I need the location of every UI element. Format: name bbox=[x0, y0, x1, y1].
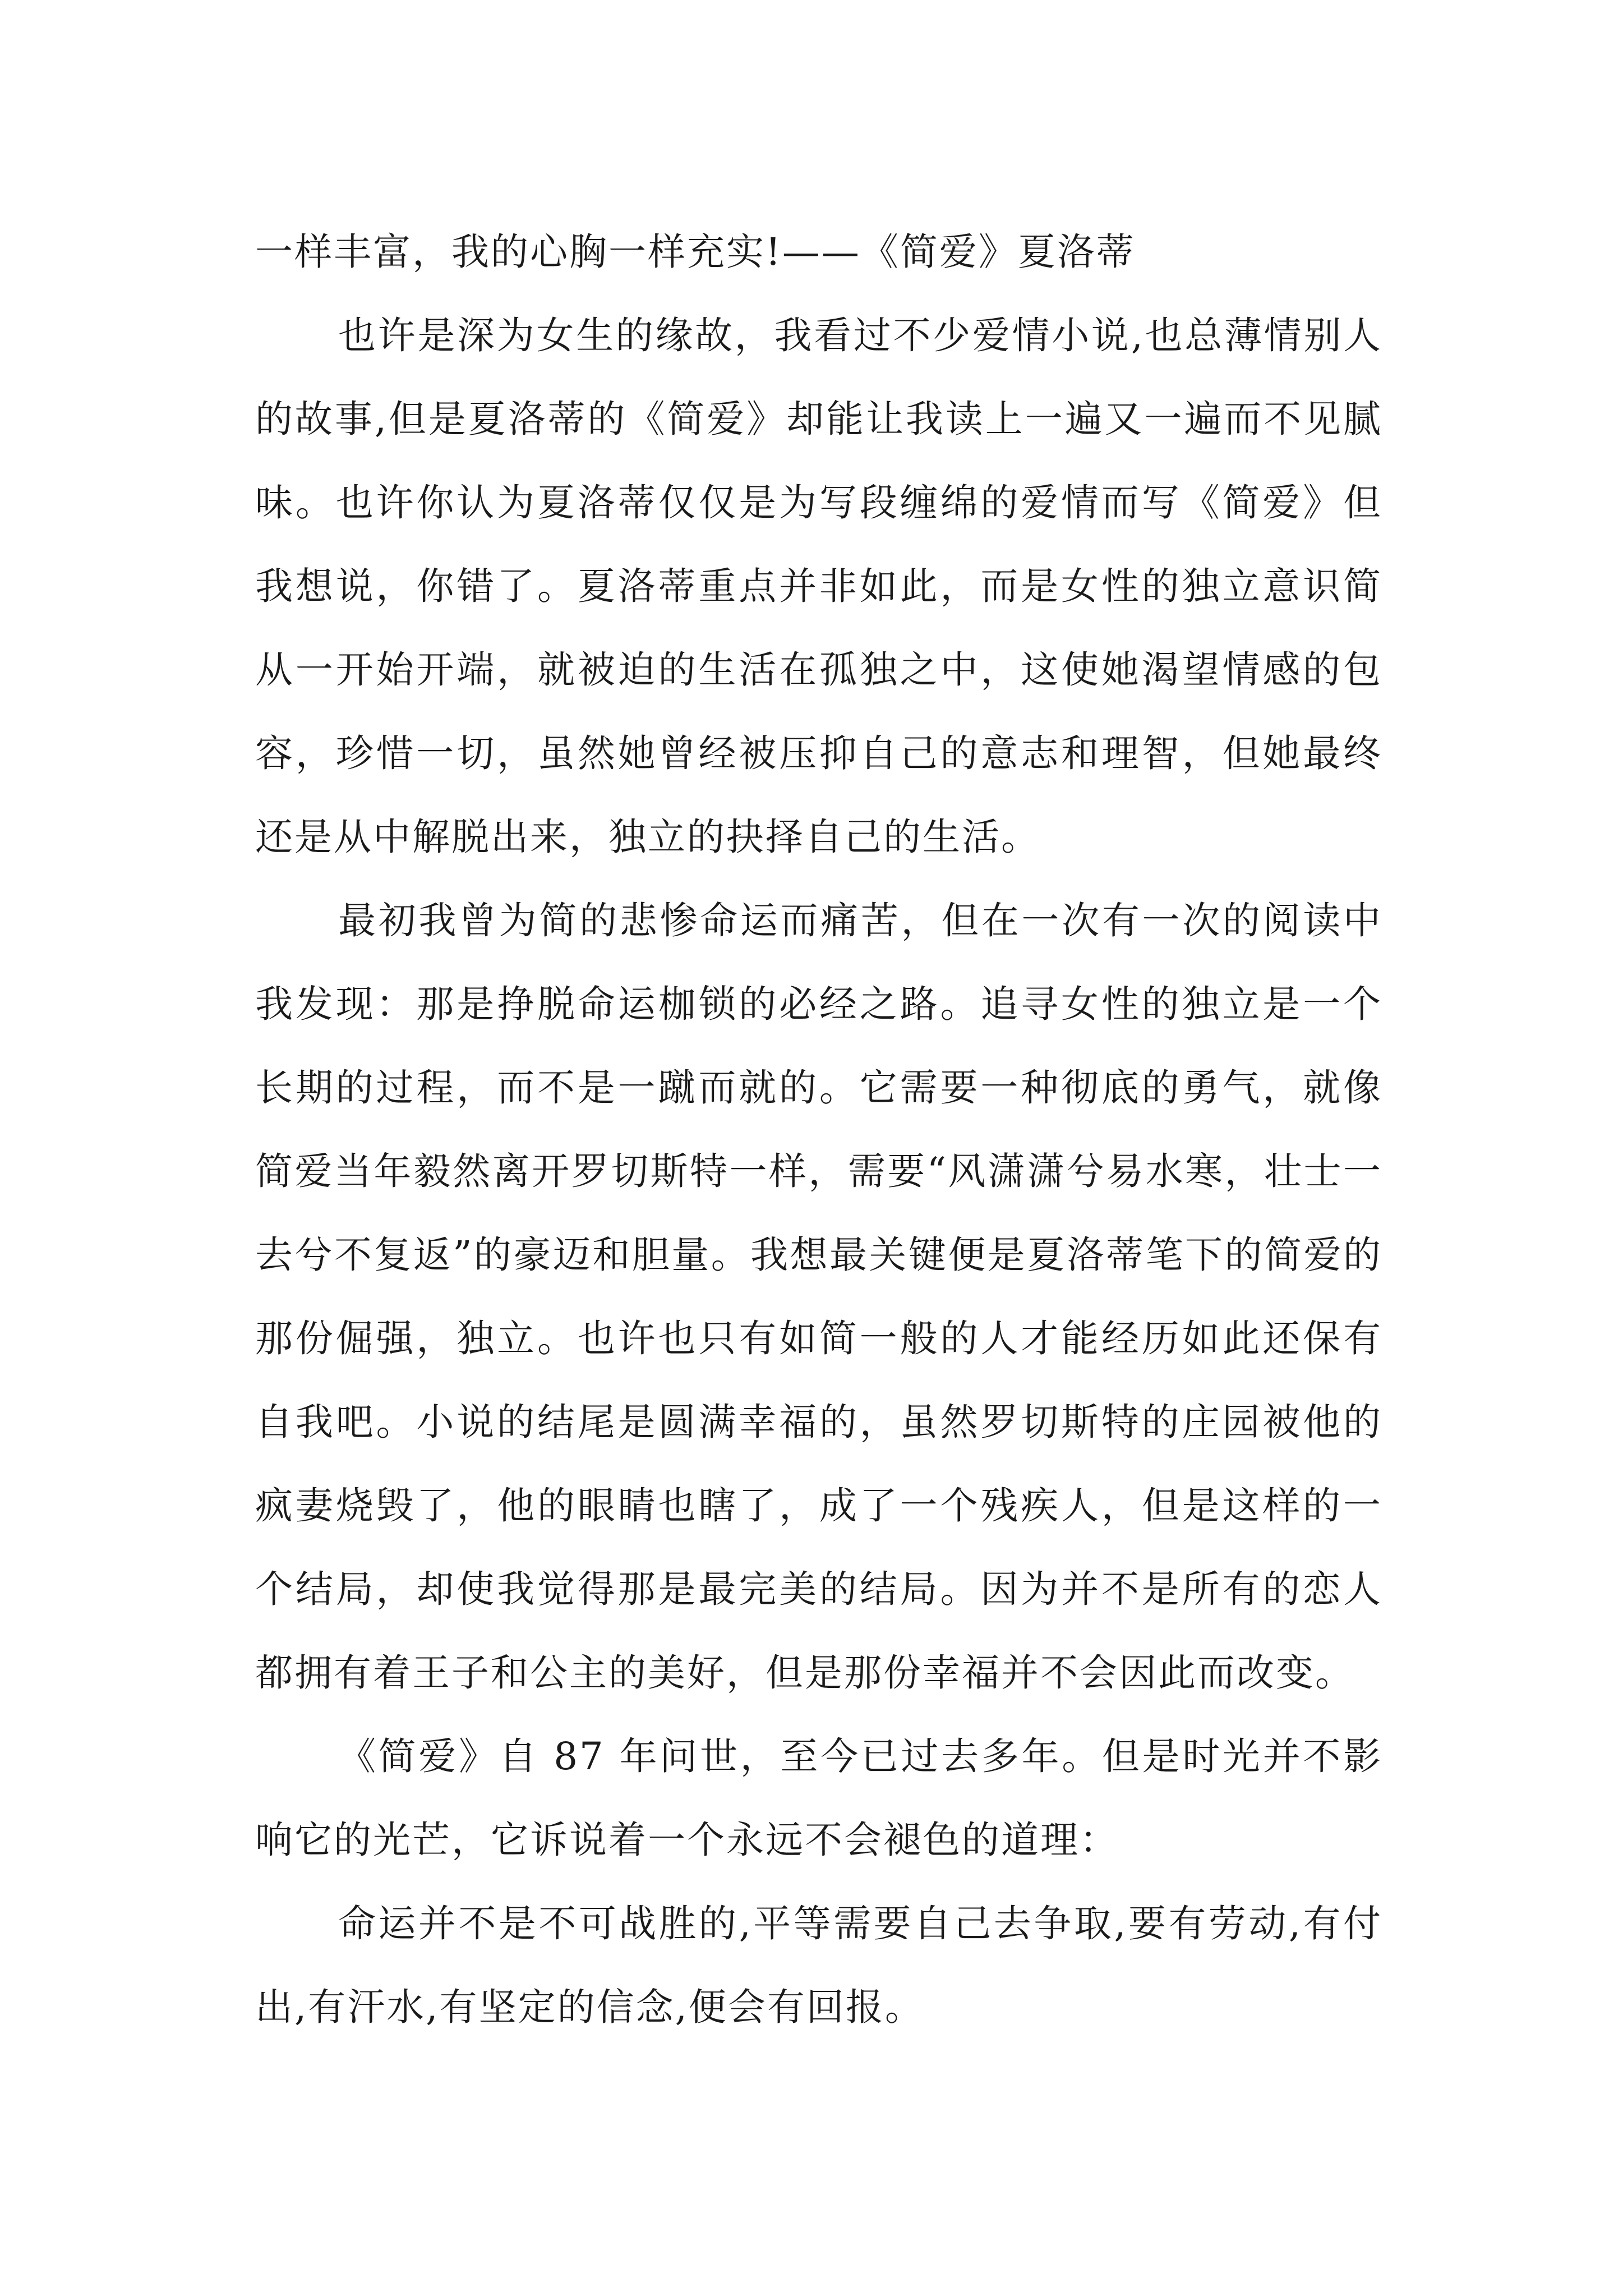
paragraph-continuation: 一样丰富，我的心胸一样充实!——《简爱》夏洛蒂 bbox=[255, 230, 1136, 274]
document-body bbox=[255, 210, 1382, 2049]
paragraph-2: 最初我曾为简的悲惨命运而痛苦，但在一次有一次的阅读中我发现：那是挣脱命运枷锁的必经之路。追寻女性的独立是一个长期的过程，而不是一蹴而就的。它需要一种彻底的勇气，就像简爱当年毅然离开罗切斯特一样，需要“风潇潇兮易水寒，壮士一去兮不复返”的豪迈和胆量。我想最关键便是夏洛蒂笔下的简爱的那份倔强，独立。也许也只有如简一般的人才能经历如此还保有自我吧。小说的结尾是圆满幸福的，虽然罗切斯特的庄园被他的疯妻烧毁了，他的眼睛也瞎了，成了一个残疾人，但是这样的一个结局，却使我觉得那是最完美的结局。因为并不是所有的恋人都拥有着王子和公主的美好，但是那份幸福并不会因此而改变。 bbox=[255, 899, 1382, 1695]
paragraph-4: 命运并不是不可战胜的,平等需要自己去争取,要有劳动,有付出,有汗水,有坚定的信念,便会有回报。 bbox=[255, 1902, 1382, 2029]
paragraph-1: 也许是深为女生的缘故，我看过不少爱情小说,也总薄情别人的故事,但是夏洛蒂的《简爱》却能让我读上一遍又一遍而不见腻味。也许你认为夏洛蒂仅仅是为写段缠绵的爱情而写《简爱》但我想说，你错了。夏洛蒂重点并非如此，而是女性的独立意识简从一开始开端，就被迫的生活在孤独之中，这使她渴望情感的包容，珍惜一切，虽然她曾经被压抑自己的意志和理智，但她最终还是从中解脱出来，独立的抉择自己的生活。 bbox=[255, 314, 1382, 859]
paragraph-3: 《简爱》自 87 年问世，至今已过去多年。但是时光并不影响它的光芒，它诉说着一个永远不会褪色的道理： bbox=[255, 1734, 1382, 1862]
